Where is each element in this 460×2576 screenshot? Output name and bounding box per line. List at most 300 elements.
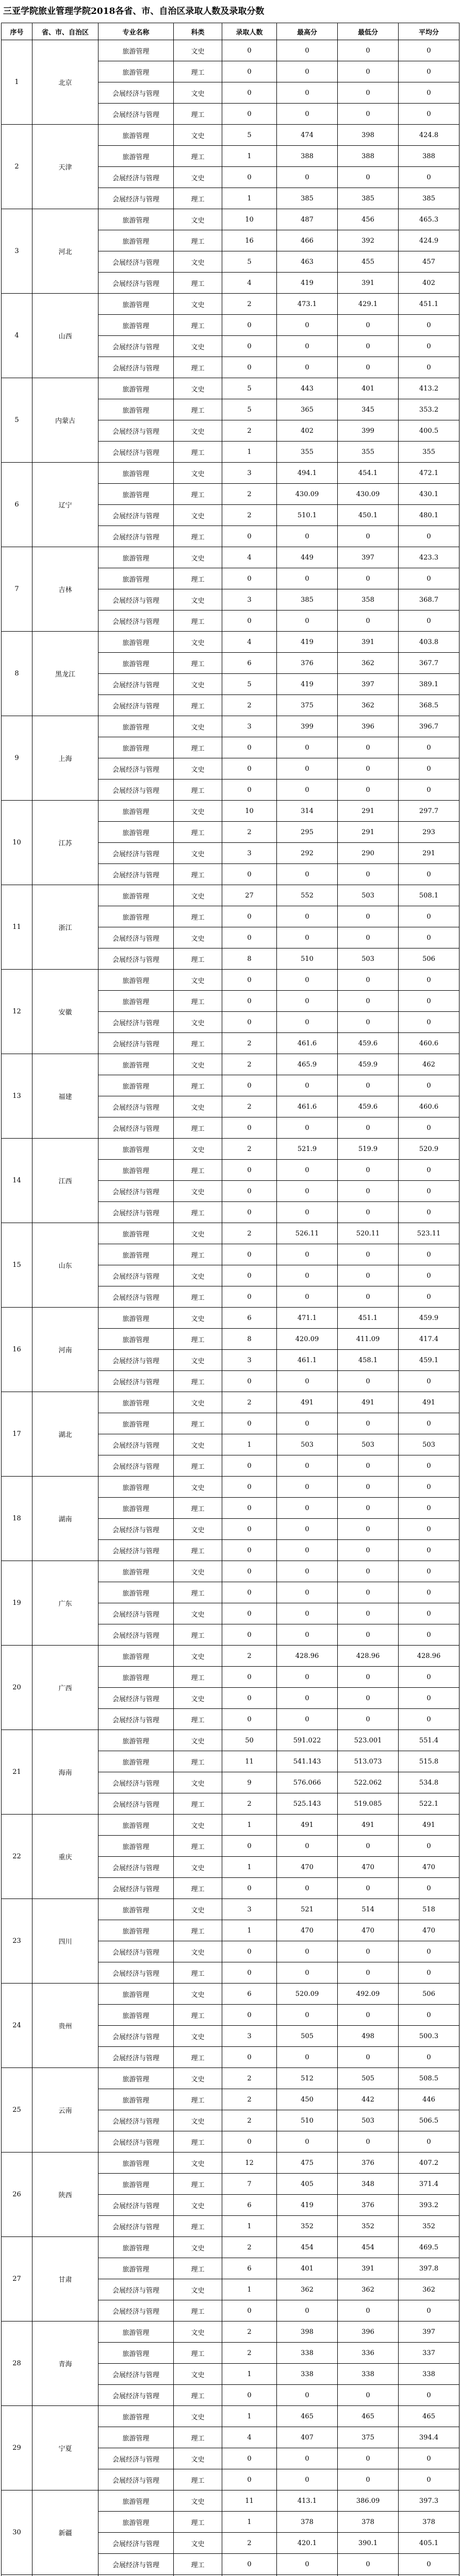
major-cell: 会展经济与管理 [98,611,174,632]
count-cell: 2 [222,2343,277,2364]
major-cell: 会展经济与管理 [98,505,174,526]
count-cell: 3 [222,716,277,737]
max-score-cell: 449 [277,547,338,568]
avg-score-cell: 385 [399,188,459,209]
max-score-cell: 541.143 [277,1751,338,1772]
min-score-cell: 491 [338,1815,399,1836]
major-cell: 会展经济与管理 [98,188,174,209]
max-score-cell: 405 [277,2174,338,2195]
avg-score-cell: 459.9 [399,1308,459,1329]
subject-cell: 文史 [174,1054,222,1075]
max-score-cell: 0 [277,864,338,885]
avg-score-cell: 500.3 [399,2026,459,2047]
major-cell: 会展经济与管理 [98,2385,174,2406]
max-score-cell: 314 [277,801,338,822]
max-score-cell: 0 [277,1688,338,1709]
min-score-cell: 397 [338,547,399,568]
avg-score-cell: 470 [399,1920,459,1941]
max-score-cell: 352 [277,2216,338,2237]
count-cell: 4 [222,547,277,568]
subject-cell: 理工 [174,1075,222,1096]
max-score-cell: 338 [277,2364,338,2385]
subject-cell: 文史 [174,2195,222,2216]
count-cell: 0 [222,2469,277,2490]
max-score-cell: 450 [277,2089,338,2110]
min-score-cell: 0 [338,2554,399,2575]
subject-cell: 文史 [174,378,222,399]
avg-score-cell: 0 [399,336,459,357]
province-cell: 浙江 [32,885,98,970]
major-cell: 会展经济与管理 [98,589,174,611]
province-cell: 湖南 [32,1477,98,1561]
major-cell: 会展经济与管理 [98,864,174,885]
count-cell: 6 [222,2195,277,2216]
subject-cell: 文史 [174,674,222,695]
header-min: 最低分 [338,23,399,40]
major-cell: 会展经济与管理 [98,2554,174,2575]
avg-score-cell: 0 [399,1498,459,1519]
table-row [2,1646,459,1667]
count-cell: 50 [222,1730,277,1751]
avg-score-cell: 0 [399,1012,459,1033]
avg-score-cell: 0 [399,1117,459,1139]
major-cell: 旅游管理 [98,1582,174,1603]
count-cell: 2 [222,2089,277,2110]
avg-score-cell: 424.9 [399,230,459,251]
avg-score-cell: 0 [399,1582,459,1603]
major-cell: 旅游管理 [98,1413,174,1434]
subject-cell: 文史 [174,1772,222,1793]
min-score-cell: 388 [338,146,399,167]
subject-cell: 文史 [174,40,222,61]
major-cell: 旅游管理 [98,315,174,336]
max-score-cell: 0 [277,2005,338,2026]
table-row [2,2321,459,2343]
subject-cell: 理工 [174,1202,222,1223]
subject-cell: 文史 [174,209,222,230]
subject-cell: 理工 [174,2512,222,2533]
count-cell: 0 [222,1688,277,1709]
avg-score-cell: 0 [399,1667,459,1688]
seq-cell: 4 [2,294,32,378]
min-score-cell: 0 [338,1941,399,1962]
min-score-cell: 401 [338,378,399,399]
max-score-cell: 402 [277,420,338,442]
major-cell: 会展经济与管理 [98,1117,174,1139]
min-score-cell: 0 [338,1160,399,1181]
count-cell: 0 [222,1836,277,1857]
major-cell: 旅游管理 [98,1498,174,1519]
subject-cell: 理工 [174,1540,222,1561]
avg-score-cell: 353.2 [399,399,459,420]
max-score-cell: 521 [277,1899,338,1920]
subject-cell: 文史 [174,463,222,484]
count-cell: 6 [222,1308,277,1329]
max-score-cell: 0 [277,1624,338,1646]
subject-cell: 文史 [174,1899,222,1920]
avg-score-cell: 423.3 [399,547,459,568]
major-cell: 会展经济与管理 [98,2533,174,2554]
major-cell: 会展经济与管理 [98,2279,174,2300]
avg-score-cell: 491 [399,1392,459,1413]
max-score-cell: 376 [277,653,338,674]
count-cell: 2 [222,505,277,526]
subject-cell: 文史 [174,1561,222,1582]
max-score-cell: 0 [277,1455,338,1477]
min-score-cell: 0 [338,758,399,779]
subject-cell: 理工 [174,906,222,927]
max-score-cell: 0 [277,40,338,61]
seq-cell: 10 [2,801,32,885]
major-cell: 会展经济与管理 [98,2047,174,2068]
min-score-cell: 0 [338,61,399,82]
header-province: 省、市、自治区 [32,23,98,40]
min-score-cell: 491 [338,1392,399,1413]
count-cell: 0 [222,167,277,188]
avg-score-cell: 352 [399,2216,459,2237]
count-cell: 1 [222,146,277,167]
major-cell: 会展经济与管理 [98,2195,174,2216]
min-score-cell: 0 [338,1878,399,1899]
min-score-cell: 291 [338,822,399,843]
max-score-cell: 505 [277,2026,338,2047]
header-row [2,23,459,40]
min-score-cell: 0 [338,1075,399,1096]
seq-cell: 3 [2,209,32,294]
max-score-cell: 525.143 [277,1793,338,1815]
max-score-cell: 0 [277,2385,338,2406]
avg-score-cell: 0 [399,1202,459,1223]
avg-score-cell: 388 [399,146,459,167]
seq-cell: 8 [2,632,32,716]
max-score-cell: 0 [277,2469,338,2490]
count-cell: 2 [222,1793,277,1815]
max-score-cell: 355 [277,442,338,463]
subject-cell: 文史 [174,1434,222,1455]
min-score-cell: 398 [338,125,399,146]
major-cell: 会展经济与管理 [98,1857,174,1878]
max-score-cell: 512 [277,2068,338,2089]
max-score-cell: 0 [277,1477,338,1498]
subject-cell: 理工 [174,1455,222,1477]
count-cell: 0 [222,1371,277,1392]
max-score-cell: 475 [277,2153,338,2174]
major-cell: 旅游管理 [98,1329,174,1350]
avg-score-cell: 0 [399,315,459,336]
subject-cell: 文史 [174,716,222,737]
subject-cell: 文史 [174,251,222,273]
max-score-cell: 487 [277,209,338,230]
avg-score-cell: 0 [399,2385,459,2406]
major-cell: 旅游管理 [98,822,174,843]
count-cell: 1 [222,1857,277,1878]
min-score-cell: 411.09 [338,1329,399,1350]
min-score-cell: 336 [338,2343,399,2364]
subject-cell: 理工 [174,568,222,589]
min-score-cell: 385 [338,188,399,209]
table-row [2,2068,459,2089]
subject-cell: 文史 [174,1012,222,1033]
major-cell: 旅游管理 [98,125,174,146]
subject-cell: 文史 [174,1815,222,1836]
count-cell: 0 [222,61,277,82]
table-row [2,1223,459,1244]
min-score-cell: 0 [338,611,399,632]
subject-cell: 文史 [174,1984,222,2005]
major-cell: 会展经济与管理 [98,442,174,463]
subject-cell: 文史 [174,2279,222,2300]
max-score-cell: 0 [277,906,338,927]
major-cell: 旅游管理 [98,2153,174,2174]
count-cell: 0 [222,927,277,948]
max-score-cell: 0 [277,104,338,125]
major-cell: 旅游管理 [98,399,174,420]
major-cell: 会展经济与管理 [98,2026,174,2047]
avg-score-cell: 0 [399,1709,459,1730]
max-score-cell: 0 [277,1498,338,1519]
max-score-cell: 0 [277,2300,338,2321]
min-score-cell: 391 [338,273,399,294]
max-score-cell: 407 [277,2427,338,2448]
major-cell: 会展经济与管理 [98,273,174,294]
count-cell: 3 [222,589,277,611]
count-cell: 0 [222,1624,277,1646]
min-score-cell: 0 [338,568,399,589]
count-cell: 6 [222,1984,277,2005]
avg-score-cell: 472.1 [399,463,459,484]
avg-score-cell: 297.7 [399,801,459,822]
avg-score-cell: 0 [399,1477,459,1498]
max-score-cell: 399 [277,716,338,737]
max-score-cell: 0 [277,1709,338,1730]
max-score-cell: 295 [277,822,338,843]
avg-score-cell: 394.4 [399,2427,459,2448]
count-cell: 0 [222,758,277,779]
avg-score-cell: 0 [399,906,459,927]
count-cell: 0 [222,1561,277,1582]
seq-cell: 15 [2,1223,32,1308]
subject-cell: 文史 [174,1519,222,1540]
count-cell: 2 [222,2321,277,2343]
min-score-cell: 0 [338,2448,399,2469]
avg-score-cell: 480.1 [399,505,459,526]
subject-cell: 文史 [174,970,222,991]
province-cell: 陕西 [32,2153,98,2237]
min-score-cell: 338 [338,2364,399,2385]
major-cell: 旅游管理 [98,1075,174,1096]
max-score-cell: 510.1 [277,505,338,526]
min-score-cell: 362 [338,2279,399,2300]
avg-score-cell: 371.4 [399,2174,459,2195]
avg-score-cell: 0 [399,1878,459,1899]
avg-score-cell: 0 [399,1413,459,1434]
major-cell: 会展经济与管理 [98,1371,174,1392]
count-cell: 2 [222,2237,277,2258]
subject-cell: 理工 [174,2047,222,2068]
seq-cell: 28 [2,2321,32,2406]
major-cell: 会展经济与管理 [98,1540,174,1561]
min-score-cell: 0 [338,336,399,357]
min-score-cell: 0 [338,2005,399,2026]
min-score-cell: 454 [338,2237,399,2258]
count-cell: 1 [222,1434,277,1455]
count-cell: 0 [222,1012,277,1033]
avg-score-cell: 462 [399,1054,459,1075]
avg-score-cell: 506 [399,948,459,970]
count-cell: 0 [222,2385,277,2406]
subject-cell: 文史 [174,1392,222,1413]
subject-cell: 理工 [174,864,222,885]
table-row [2,378,459,399]
major-cell: 会展经济与管理 [98,1878,174,1899]
header-seq: 序号 [2,23,32,40]
major-cell: 旅游管理 [98,463,174,484]
max-score-cell: 520.09 [277,1984,338,2005]
avg-score-cell: 446 [399,2089,459,2110]
max-score-cell: 0 [277,315,338,336]
province-cell: 四川 [32,1899,98,1984]
max-score-cell: 430.09 [277,484,338,505]
seq-cell: 17 [2,1392,32,1477]
count-cell: 1 [222,2216,277,2237]
province-cell: 山西 [32,294,98,378]
count-cell: 5 [222,378,277,399]
count-cell: 2 [222,1392,277,1413]
subject-cell: 理工 [174,104,222,125]
max-score-cell: 419 [277,674,338,695]
max-score-cell: 0 [277,357,338,378]
count-cell: 0 [222,779,277,801]
major-cell: 旅游管理 [98,378,174,399]
table-row [2,2153,459,2174]
province-cell: 内蒙古 [32,378,98,463]
major-cell: 旅游管理 [98,716,174,737]
subject-cell: 理工 [174,653,222,674]
avg-score-cell: 402 [399,273,459,294]
count-cell: 5 [222,125,277,146]
seq-cell: 24 [2,1984,32,2068]
table-row [2,801,459,822]
count-cell: 0 [222,1181,277,1202]
min-score-cell: 0 [338,526,399,547]
table-row [2,970,459,991]
avg-score-cell: 460.6 [399,1033,459,1054]
count-cell: 0 [222,336,277,357]
avg-score-cell: 551.4 [399,1730,459,1751]
subject-cell: 文史 [174,2153,222,2174]
count-cell: 8 [222,948,277,970]
seq-cell: 30 [2,2490,32,2575]
subject-cell: 理工 [174,779,222,801]
subject-cell: 文史 [174,927,222,948]
max-score-cell: 491 [277,1815,338,1836]
avg-score-cell: 457 [399,251,459,273]
count-cell: 6 [222,2258,277,2279]
min-score-cell: 0 [338,1117,399,1139]
subject-cell: 理工 [174,2469,222,2490]
province-cell: 江苏 [32,801,98,885]
major-cell: 旅游管理 [98,40,174,61]
min-score-cell: 0 [338,1477,399,1498]
min-score-cell: 458.1 [338,1350,399,1371]
subject-cell: 理工 [174,146,222,167]
subject-cell: 文史 [174,505,222,526]
avg-score-cell: 0 [399,1286,459,1308]
table-row [2,1139,459,1160]
subject-cell: 理工 [174,1793,222,1815]
min-score-cell: 0 [338,1624,399,1646]
major-cell: 会展经济与管理 [98,695,174,716]
province-cell: 辽宁 [32,463,98,547]
seq-cell: 27 [2,2237,32,2321]
avg-score-cell: 465.3 [399,209,459,230]
major-cell: 会展经济与管理 [98,336,174,357]
avg-score-cell: 0 [399,1836,459,1857]
min-score-cell: 0 [338,1455,399,1477]
max-score-cell: 521.9 [277,1139,338,1160]
avg-score-cell: 0 [399,2300,459,2321]
subject-cell: 文史 [174,2068,222,2089]
count-cell: 0 [222,737,277,758]
min-score-cell: 290 [338,843,399,864]
avg-score-cell: 0 [399,864,459,885]
min-score-cell: 429.1 [338,294,399,315]
count-cell: 0 [222,1498,277,1519]
min-score-cell: 0 [338,1540,399,1561]
count-cell: 0 [222,2047,277,2068]
avg-score-cell: 0 [399,1688,459,1709]
avg-score-cell: 0 [399,1160,459,1181]
avg-score-cell: 355 [399,442,459,463]
count-cell: 3 [222,843,277,864]
avg-score-cell: 403.8 [399,632,459,653]
avg-score-cell: 0 [399,1244,459,1265]
avg-score-cell: 0 [399,1941,459,1962]
count-cell: 2 [222,1096,277,1117]
max-score-cell: 461.6 [277,1033,338,1054]
min-score-cell: 459.6 [338,1096,399,1117]
major-cell: 会展经济与管理 [98,1455,174,1477]
table-row [2,2406,459,2427]
subject-cell: 理工 [174,2258,222,2279]
avg-score-cell: 534.8 [399,1772,459,1793]
count-cell: 0 [222,357,277,378]
table-row [2,547,459,568]
max-score-cell: 338 [277,2343,338,2364]
count-cell: 0 [222,40,277,61]
max-score-cell: 0 [277,1265,338,1286]
subject-cell: 理工 [174,2089,222,2110]
subject-cell: 文史 [174,589,222,611]
max-score-cell: 466 [277,230,338,251]
avg-score-cell: 428.96 [399,1646,459,1667]
count-cell: 0 [222,1265,277,1286]
max-score-cell: 0 [277,1160,338,1181]
subject-cell: 理工 [174,2174,222,2195]
min-score-cell: 0 [338,1962,399,1984]
subject-cell: 文史 [174,2533,222,2554]
subject-cell: 文史 [174,2110,222,2131]
admission-table [1,23,459,2576]
count-cell: 16 [222,230,277,251]
major-cell: 会展经济与管理 [98,2216,174,2237]
major-cell: 旅游管理 [98,1160,174,1181]
min-score-cell: 0 [338,2385,399,2406]
header-avg: 平均分 [399,23,459,40]
major-cell: 旅游管理 [98,906,174,927]
max-score-cell: 0 [277,1181,338,1202]
subject-cell: 理工 [174,991,222,1012]
